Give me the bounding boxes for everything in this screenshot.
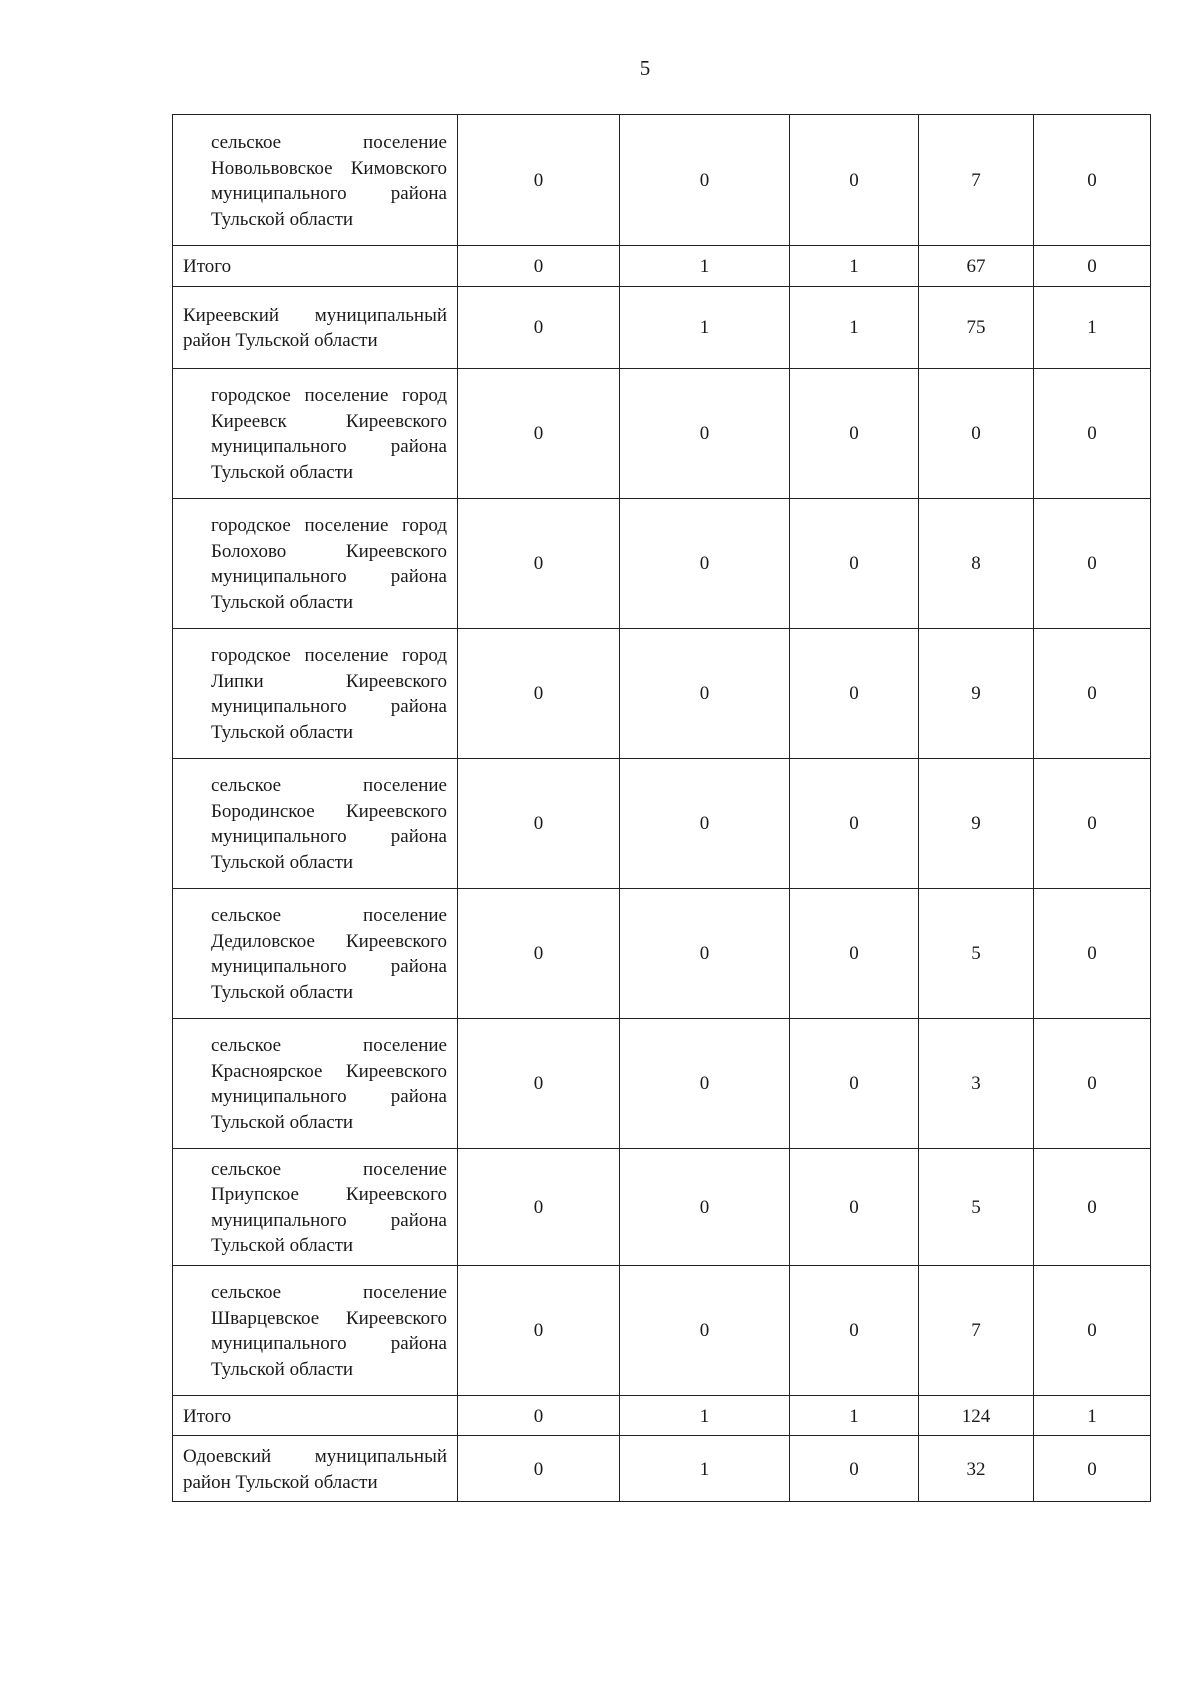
territory-name-cell: сельское поселение Бородинское Киреевского муниципального района Тульской области <box>173 758 458 888</box>
value-cell: 3 <box>919 1018 1034 1148</box>
value-cell: 0 <box>620 1148 790 1265</box>
value-cell: 0 <box>1034 115 1151 246</box>
table-row <box>173 498 1151 628</box>
value-cell: 0 <box>1034 1436 1151 1502</box>
value-cell: 0 <box>458 1148 620 1265</box>
value-cell: 0 <box>790 628 919 758</box>
value-cell: 0 <box>1034 628 1151 758</box>
table-row <box>173 1436 1151 1502</box>
data-table <box>172 114 1151 1502</box>
value-cell: 0 <box>790 368 919 498</box>
value-cell: 0 <box>790 498 919 628</box>
value-cell: 9 <box>919 628 1034 758</box>
territory-name-cell: сельское поселение Шварцевское Киреевского муниципального района Тульской области <box>173 1265 458 1395</box>
value-cell: 0 <box>1034 1148 1151 1265</box>
territory-name-cell: сельское поселение Красноярское Киреевского муниципального района Тульской области <box>173 1018 458 1148</box>
value-cell: 1 <box>620 246 790 287</box>
table-row <box>173 628 1151 758</box>
table-row <box>173 246 1151 287</box>
value-cell: 7 <box>919 115 1034 246</box>
value-cell: 67 <box>919 246 1034 287</box>
territory-name-cell: городское поселение город Киреевск Киреевского муниципального района Тульской области <box>173 368 458 498</box>
table-row <box>173 115 1151 246</box>
table-body <box>173 115 1151 1502</box>
value-cell: 1 <box>790 246 919 287</box>
value-cell: 0 <box>620 888 790 1018</box>
table-row <box>173 758 1151 888</box>
value-cell: 32 <box>919 1436 1034 1502</box>
value-cell: 0 <box>1034 498 1151 628</box>
value-cell: 0 <box>458 1265 620 1395</box>
table-row <box>173 1265 1151 1395</box>
value-cell: 0 <box>458 888 620 1018</box>
table-row <box>173 1018 1151 1148</box>
value-cell: 0 <box>458 1395 620 1436</box>
value-cell: 1 <box>620 1395 790 1436</box>
value-cell: 0 <box>458 758 620 888</box>
value-cell: 0 <box>620 368 790 498</box>
territory-name-cell: сельское поселение Приупское Киреевского муниципального района Тульской области <box>173 1148 458 1265</box>
table-row <box>173 286 1151 368</box>
value-cell: 0 <box>790 1265 919 1395</box>
territory-name-cell: городское поселение город Болохово Киреевского муниципального района Тульской области <box>173 498 458 628</box>
value-cell: 0 <box>1034 1018 1151 1148</box>
value-cell: 0 <box>790 115 919 246</box>
value-cell: 1 <box>1034 286 1151 368</box>
territory-name-cell: Киреевский муниципальный район Тульской области <box>173 286 458 368</box>
value-cell: 0 <box>458 246 620 287</box>
value-cell: 1 <box>620 286 790 368</box>
value-cell: 0 <box>458 286 620 368</box>
value-cell: 1 <box>790 1395 919 1436</box>
territory-name-cell: сельское поселение Новольвовское Кимовского муниципального района Тульской области <box>173 115 458 246</box>
value-cell: 0 <box>458 628 620 758</box>
value-cell: 9 <box>919 758 1034 888</box>
value-cell: 0 <box>919 368 1034 498</box>
value-cell: 0 <box>620 115 790 246</box>
value-cell: 0 <box>620 628 790 758</box>
value-cell: 0 <box>790 1018 919 1148</box>
value-cell: 0 <box>458 368 620 498</box>
value-cell: 0 <box>1034 888 1151 1018</box>
value-cell: 0 <box>458 1018 620 1148</box>
territory-name-cell: городское поселение город Липки Киреевского муниципального района Тульской области <box>173 628 458 758</box>
value-cell: 124 <box>919 1395 1034 1436</box>
value-cell: 0 <box>620 1265 790 1395</box>
value-cell: 0 <box>620 498 790 628</box>
value-cell: 5 <box>919 888 1034 1018</box>
value-cell: 0 <box>1034 1265 1151 1395</box>
total-label-cell: Итого <box>173 1395 458 1436</box>
page-number: 5 <box>639 56 651 80</box>
value-cell: 0 <box>790 888 919 1018</box>
value-cell: 0 <box>1034 758 1151 888</box>
table-row <box>173 1148 1151 1265</box>
total-label-cell: Итого <box>173 246 458 287</box>
value-cell: 1 <box>620 1436 790 1502</box>
value-cell: 5 <box>919 1148 1034 1265</box>
territory-name-cell: Одоевский муниципальный район Тульской области <box>173 1436 458 1502</box>
value-cell: 0 <box>790 1436 919 1502</box>
value-cell: 0 <box>458 115 620 246</box>
value-cell: 7 <box>919 1265 1034 1395</box>
value-cell: 0 <box>1034 368 1151 498</box>
territory-name-cell: сельское поселение Дедиловское Киреевского муниципального района Тульской области <box>173 888 458 1018</box>
value-cell: 0 <box>620 758 790 888</box>
value-cell: 0 <box>790 1148 919 1265</box>
value-cell: 0 <box>458 1436 620 1502</box>
value-cell: 75 <box>919 286 1034 368</box>
value-cell: 0 <box>620 1018 790 1148</box>
value-cell: 0 <box>790 758 919 888</box>
value-cell: 8 <box>919 498 1034 628</box>
value-cell: 0 <box>1034 246 1151 287</box>
table-row <box>173 1395 1151 1436</box>
value-cell: 1 <box>1034 1395 1151 1436</box>
value-cell: 0 <box>458 498 620 628</box>
table-row <box>173 888 1151 1018</box>
table-row <box>173 368 1151 498</box>
value-cell: 1 <box>790 286 919 368</box>
